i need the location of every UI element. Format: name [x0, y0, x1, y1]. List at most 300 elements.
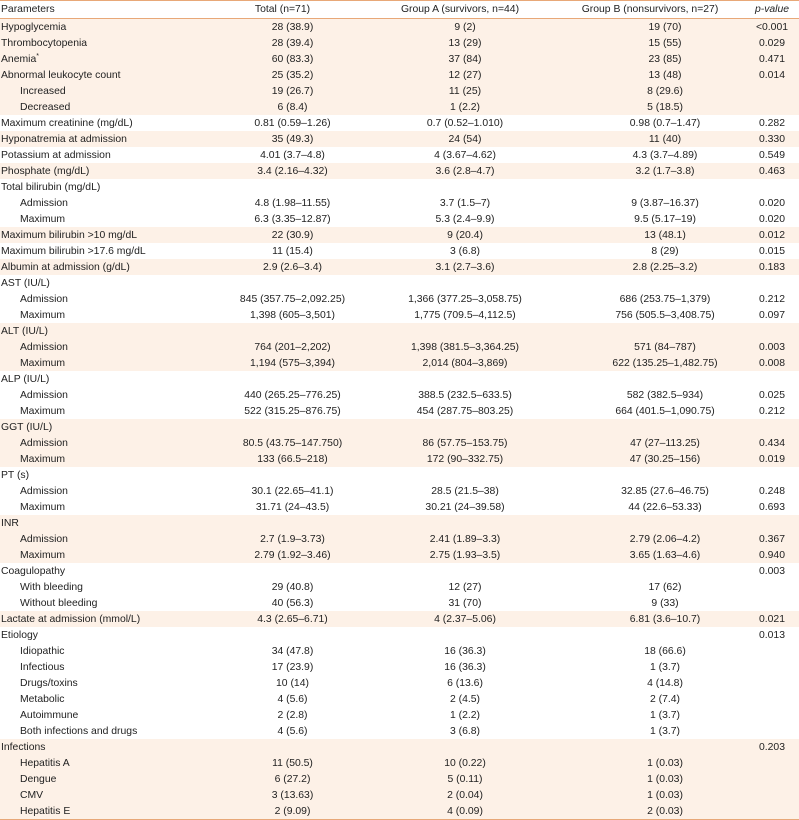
- cell-parameter-text: Admission: [20, 197, 68, 209]
- cell-p-value-text: 0.029: [758, 37, 785, 49]
- cell-parameter: [0, 67, 200, 83]
- cell-parameter: [0, 275, 200, 291]
- cell-p-value: [745, 531, 799, 547]
- cell-parameter-text: Hepatitis E: [20, 805, 71, 817]
- cell-p-value: [745, 35, 799, 51]
- cell-group-a-text: 4 (3.67–4.62): [434, 149, 496, 161]
- cell-group-b-text: 11 (40): [648, 133, 682, 145]
- cell-parameter-text: Maximum: [20, 309, 66, 321]
- cell-group-a-text: 28.5 (21.5–38): [431, 485, 499, 497]
- cell-total-text: 4 (5.6): [277, 693, 308, 705]
- cell-group-b-text: 2.79 (2.06–4.2): [629, 533, 701, 545]
- cell-group-a: [365, 307, 555, 323]
- cell-p-value: [745, 83, 799, 99]
- cell-group-a-text: 30.21 (24–39.58): [425, 501, 505, 513]
- cell-parameter-text: Admission: [20, 389, 68, 401]
- cell-total-text: 2.9 (2.6–3.4): [263, 261, 322, 273]
- cell-group-a: [365, 771, 555, 787]
- cell-p-value: [745, 403, 799, 419]
- cell-group-b-text: 44 (22.6–53.33): [628, 501, 702, 513]
- cell-group-b: [555, 371, 745, 387]
- cell-group-b-text: 5 (18.5): [647, 101, 683, 113]
- cell-parameter: [0, 563, 200, 579]
- cell-p-value: [745, 179, 799, 195]
- cell-group-a: [365, 259, 555, 275]
- cell-total: [200, 723, 365, 739]
- table-row: [0, 435, 799, 451]
- cell-group-b-text: 3.65 (1.63–4.6): [629, 549, 701, 561]
- cell-parameter-text: Thrombocytopenia: [1, 37, 88, 49]
- cell-total-text: 28 (39.4): [271, 37, 314, 49]
- cell-group-b-text: 9.5 (5.17–19): [634, 213, 696, 225]
- cell-group-a-text: 4 (0.09): [447, 805, 483, 817]
- cell-total-text: 34 (47.8): [271, 645, 314, 657]
- cell-p-value-text: 0.014: [758, 69, 785, 81]
- cell-group-b: [555, 755, 745, 771]
- cell-p-value: [745, 563, 799, 579]
- cell-group-b: [555, 387, 745, 403]
- cell-total: [200, 259, 365, 275]
- cell-parameter-text: Admission: [20, 533, 68, 545]
- cell-parameter: [0, 195, 200, 211]
- cell-total-text: 3 (13.63): [271, 789, 314, 801]
- cell-total: [200, 275, 365, 291]
- cell-group-b: [555, 323, 745, 339]
- cell-group-b: [555, 211, 745, 227]
- cell-group-b: [555, 115, 745, 131]
- cell-group-a-text: 3.1 (2.7–3.6): [435, 261, 495, 273]
- cell-total: [200, 403, 365, 419]
- cell-group-a: [365, 707, 555, 723]
- cell-group-b: [555, 563, 745, 579]
- cell-p-value: [745, 67, 799, 83]
- cell-total: [200, 771, 365, 787]
- cell-parameter: [0, 147, 200, 163]
- cell-group-a-text: 2.41 (1.89–3.3): [429, 533, 501, 545]
- table-row: [0, 755, 799, 771]
- table-row: [0, 211, 799, 227]
- cell-total: [200, 339, 365, 355]
- table-row: [0, 771, 799, 787]
- cell-p-value-text: 0.013: [758, 629, 785, 641]
- cell-total: [200, 163, 365, 179]
- cell-total: [200, 355, 365, 371]
- header-total: Total (n=71): [200, 1, 365, 19]
- table-row: [0, 387, 799, 403]
- cell-p-value-text: 0.212: [758, 293, 785, 305]
- cell-group-a: [365, 147, 555, 163]
- cell-p-value: [745, 387, 799, 403]
- cell-group-b-text: 8 (29.6): [647, 85, 683, 97]
- cell-p-value: [745, 371, 799, 387]
- cell-p-value-text: 0.008: [758, 357, 785, 369]
- cell-total-text: 4.01 (3.7–4.8): [260, 149, 325, 161]
- cell-group-b-text: 17 (62): [648, 581, 682, 593]
- cell-group-a: [365, 67, 555, 83]
- cell-parameter-text: Admission: [20, 485, 68, 497]
- cell-group-b: [555, 227, 745, 243]
- cell-group-a: [365, 179, 555, 195]
- cell-group-b-text: 622 (135.25–1,482.75): [612, 357, 718, 369]
- cell-group-a-text: 5.3 (2.4–9.9): [435, 213, 495, 225]
- cell-parameter: [0, 595, 200, 611]
- cell-group-a: [365, 691, 555, 707]
- cell-group-b: [555, 243, 745, 259]
- cell-p-value: [745, 643, 799, 659]
- cell-group-a-text: 0.7 (0.52–1.010): [426, 117, 504, 129]
- cell-p-value: [745, 691, 799, 707]
- cell-group-a: [365, 499, 555, 515]
- cell-p-value: [745, 307, 799, 323]
- cell-parameter: [0, 291, 200, 307]
- cell-group-a: [365, 419, 555, 435]
- cell-p-value: [745, 115, 799, 131]
- cell-group-b-text: 47 (27–113.25): [630, 437, 700, 449]
- cell-group-a: [365, 339, 555, 355]
- table-row: [0, 35, 799, 51]
- table-row: [0, 707, 799, 723]
- cell-group-b: [555, 787, 745, 803]
- cell-p-value-text: 0.019: [758, 453, 785, 465]
- cell-parameter-text: PT (s): [1, 469, 30, 481]
- cell-group-b: [555, 355, 745, 371]
- cell-parameter: [0, 547, 200, 563]
- cell-parameter-text: Maximum: [20, 549, 66, 561]
- cell-total: [200, 35, 365, 51]
- cell-group-a-text: 1,398 (381.5–3,364.25): [410, 341, 520, 353]
- cell-total: [200, 243, 365, 259]
- cell-group-b-text: 9 (33): [651, 597, 679, 609]
- cell-p-value: [745, 611, 799, 627]
- cell-total: [200, 195, 365, 211]
- cell-group-b: [555, 179, 745, 195]
- table-row: [0, 419, 799, 435]
- cell-total: [200, 307, 365, 323]
- cell-p-value-text: 0.020: [758, 197, 785, 209]
- cell-p-value: [745, 243, 799, 259]
- cell-parameter: [0, 99, 200, 115]
- cell-parameter: [0, 787, 200, 803]
- table-row: [0, 691, 799, 707]
- cell-group-b-text: 0.98 (0.7–1.47): [629, 117, 701, 129]
- cell-group-b: [555, 403, 745, 419]
- cell-group-b: [555, 659, 745, 675]
- cell-parameter: [0, 371, 200, 387]
- cell-group-b: [555, 163, 745, 179]
- cell-group-a: [365, 291, 555, 307]
- cell-total: [200, 179, 365, 195]
- header-row: [0, 1, 799, 19]
- cell-parameter-text: Maximum creatinine (mg/dL): [1, 117, 133, 129]
- table-row: [0, 659, 799, 675]
- cell-total-text: 31.71 (24–43.5): [255, 501, 330, 513]
- table-row: [0, 339, 799, 355]
- cell-group-a: [365, 755, 555, 771]
- cell-parameter-text: Idiopathic: [20, 645, 65, 657]
- cell-parameter: [0, 355, 200, 371]
- cell-p-value: [745, 451, 799, 467]
- cell-parameter: [0, 627, 200, 643]
- cell-group-a: [365, 643, 555, 659]
- cell-group-b: [555, 579, 745, 595]
- table-row: [0, 739, 799, 755]
- cell-total: [200, 371, 365, 387]
- cell-parameter: [0, 467, 200, 483]
- cell-total: [200, 627, 365, 643]
- cell-group-a: [365, 115, 555, 131]
- cell-group-b: [555, 643, 745, 659]
- cell-parameter: [0, 531, 200, 547]
- cell-total-text: 845 (357.75–2,092.25): [239, 293, 346, 305]
- cell-group-b: [555, 67, 745, 83]
- cell-group-b: [555, 531, 745, 547]
- cell-parameter-text: Total bilirubin (mg/dL): [1, 181, 101, 193]
- table-row: [0, 547, 799, 563]
- cell-group-a-text: 9 (20.4): [447, 229, 483, 241]
- cell-group-a: [365, 531, 555, 547]
- cell-group-b-text: 2 (7.4): [649, 693, 681, 705]
- cell-parameter-text: Hyponatremia at admission: [1, 133, 127, 145]
- cell-p-value-text: 0.282: [758, 117, 785, 129]
- table-row: [0, 83, 799, 99]
- cell-parameter-text: ALT (IU/L): [1, 325, 48, 337]
- cell-p-value-text: 0.330: [758, 133, 785, 145]
- cell-group-b: [555, 547, 745, 563]
- cell-group-a-text: 6 (13.6): [447, 677, 483, 689]
- footnote-marker: *: [36, 52, 39, 60]
- cell-p-value: [745, 51, 799, 67]
- cell-p-value-text: 0.367: [758, 533, 785, 545]
- cell-p-value-text: 0.203: [758, 741, 785, 753]
- cell-parameter: [0, 483, 200, 499]
- cell-p-value-text: 0.183: [758, 261, 785, 273]
- cell-total-text: 2.7 (1.9–3.73): [260, 533, 325, 545]
- cell-total: [200, 19, 365, 36]
- cell-group-a-text: 1,366 (377.25–3,058.75): [408, 293, 522, 305]
- cell-group-b: [555, 691, 745, 707]
- cell-group-a-text: 3 (6.8): [449, 245, 481, 257]
- cell-group-b-text: 686 (253.75–1,379): [619, 293, 711, 305]
- cell-group-a-text: 86 (57.75–153.75): [422, 437, 508, 449]
- cell-group-b: [555, 515, 745, 531]
- cell-total: [200, 451, 365, 467]
- cell-group-b-text: 1 (0.03): [647, 757, 683, 769]
- cell-total: [200, 579, 365, 595]
- cell-parameter-text: With bleeding: [20, 581, 83, 593]
- cell-group-b: [555, 147, 745, 163]
- cell-total: [200, 595, 365, 611]
- cell-total: [200, 211, 365, 227]
- cell-group-a-text: 37 (84): [448, 53, 482, 65]
- cell-p-value-text: 0.549: [758, 149, 785, 161]
- cell-total: [200, 803, 365, 820]
- cell-parameter: [0, 419, 200, 435]
- cell-parameter-text: Infections: [1, 741, 46, 753]
- cell-parameter-text: Albumin at admission (g/dL): [1, 261, 130, 273]
- cell-group-a: [365, 163, 555, 179]
- cell-parameter-text: Drugs/toxins: [20, 677, 78, 689]
- cell-parameter: [0, 755, 200, 771]
- cell-total-text: 40 (56.3): [271, 597, 314, 609]
- table-row: [0, 147, 799, 163]
- cell-total: [200, 531, 365, 547]
- cell-parameter-text: Maximum: [20, 213, 66, 225]
- table-row: [0, 227, 799, 243]
- cell-total-text: 0.81 (0.59–1.26): [254, 117, 331, 129]
- table-row: [0, 371, 799, 387]
- cell-p-value: [745, 627, 799, 643]
- cell-group-b-text: 15 (55): [648, 37, 682, 49]
- cell-total-text: 1,194 (575–3,394): [250, 357, 335, 369]
- table-row: [0, 163, 799, 179]
- table-row: [0, 451, 799, 467]
- cell-p-value: [745, 323, 799, 339]
- cell-total-text: 25 (35.2): [271, 69, 314, 81]
- cell-p-value: [745, 499, 799, 515]
- cell-total-text: 10 (14): [276, 677, 309, 689]
- cell-parameter: [0, 179, 200, 195]
- cell-p-value-text: 0.940: [758, 549, 785, 561]
- cell-group-b-text: 1 (3.7): [649, 709, 681, 721]
- cell-p-value: [745, 339, 799, 355]
- table-row: [0, 275, 799, 291]
- cell-parameter: [0, 51, 200, 67]
- table-row: [0, 579, 799, 595]
- cell-parameter: [0, 307, 200, 323]
- cell-group-b-text: 23 (85): [648, 53, 682, 65]
- cell-p-value: [745, 419, 799, 435]
- cell-total: [200, 435, 365, 451]
- cell-p-value-text: 0.015: [758, 245, 785, 257]
- table-row: [0, 115, 799, 131]
- cell-parameter: [0, 227, 200, 243]
- table-row: [0, 179, 799, 195]
- cell-parameter: [0, 643, 200, 659]
- cell-p-value-text: 0.003: [758, 565, 785, 577]
- cell-parameter: [0, 131, 200, 147]
- cell-total: [200, 675, 365, 691]
- cell-group-a-text: 24 (54): [448, 133, 482, 145]
- cell-group-b: [555, 499, 745, 515]
- cell-group-a: [365, 803, 555, 820]
- cell-group-b: [555, 435, 745, 451]
- cell-group-a: [365, 131, 555, 147]
- cell-group-b: [555, 19, 745, 36]
- cell-p-value-text: <0.001: [755, 21, 789, 33]
- table-row: [0, 195, 799, 211]
- cell-group-b: [555, 291, 745, 307]
- cell-parameter-text: INR: [1, 517, 19, 529]
- cell-p-value-text: 0.471: [758, 53, 785, 65]
- table-body: [0, 19, 799, 820]
- cell-parameter: [0, 211, 200, 227]
- cell-parameter: [0, 803, 200, 820]
- cell-total: [200, 611, 365, 627]
- cell-group-b: [555, 675, 745, 691]
- cell-p-value: [745, 131, 799, 147]
- cell-total: [200, 499, 365, 515]
- cell-group-a-text: 4 (2.37–5.06): [434, 613, 496, 625]
- cell-group-b-text: 32.85 (27.6–46.75): [621, 485, 709, 497]
- table-header: [0, 1, 799, 19]
- cell-group-b-text: 8 (29): [651, 245, 679, 257]
- cell-total-text: 6 (8.4): [277, 101, 308, 113]
- cell-parameter-text: Etiology: [1, 629, 38, 641]
- cell-group-a: [365, 579, 555, 595]
- cell-group-a-text: 172 (90–332.75): [426, 453, 504, 465]
- cell-p-value: [745, 675, 799, 691]
- cell-group-a: [365, 595, 555, 611]
- cell-group-a-text: 13 (29): [448, 37, 482, 49]
- cell-total: [200, 547, 365, 563]
- table-row: [0, 563, 799, 579]
- cell-group-a-text: 388.5 (232.5–633.5): [418, 389, 512, 401]
- cell-parameter: [0, 243, 200, 259]
- table-row: [0, 291, 799, 307]
- cell-parameter: [0, 339, 200, 355]
- cell-parameter: [0, 707, 200, 723]
- cell-group-a: [365, 483, 555, 499]
- cell-total: [200, 659, 365, 675]
- table-row: [0, 131, 799, 147]
- cell-total-text: 2 (9.09): [274, 805, 311, 817]
- cell-group-b: [555, 483, 745, 499]
- cell-parameter-text: Maximum: [20, 357, 66, 369]
- cell-parameter-text: Maximum bilirubin >17.6 mg/dL: [1, 245, 146, 257]
- cell-parameter-text: Admission: [20, 293, 68, 305]
- cell-parameter-text: Decreased: [20, 101, 71, 113]
- cell-total-text: 764 (201–2,202): [254, 341, 331, 353]
- cell-total: [200, 67, 365, 83]
- cell-group-b-text: 6.81 (3.6–10.7): [629, 613, 701, 625]
- cell-total-text: 133 (66.5–218): [257, 453, 328, 465]
- cell-parameter-text: Autoimmune: [20, 709, 79, 721]
- cell-group-a-text: 454 (287.75–803.25): [416, 405, 514, 417]
- table-row: [0, 307, 799, 323]
- cell-group-b-text: 582 (382.5–934): [626, 389, 704, 401]
- cell-p-value: [745, 483, 799, 499]
- cell-p-value: [745, 595, 799, 611]
- cell-parameter: [0, 259, 200, 275]
- table-row: [0, 243, 799, 259]
- cell-total-text: 11 (15.4): [272, 245, 313, 257]
- cell-group-b: [555, 307, 745, 323]
- cell-group-b-text: 3.2 (1.7–3.8): [635, 165, 695, 177]
- cell-group-a: [365, 787, 555, 803]
- cell-group-b: [555, 99, 745, 115]
- cell-parameter-text: Potassium at admission: [1, 149, 111, 161]
- header-group-a: Group A (survivors, n=44): [365, 1, 555, 19]
- cell-p-value-text: 0.025: [758, 389, 785, 401]
- cell-group-a: [365, 659, 555, 675]
- table-row: [0, 467, 799, 483]
- cell-total: [200, 227, 365, 243]
- cell-parameter: [0, 323, 200, 339]
- cell-total-text: 4.3 (2.65–6.71): [257, 613, 328, 625]
- cell-group-b-text: 19 (70): [648, 21, 682, 33]
- cell-group-b-text: 1 (0.03): [647, 773, 683, 785]
- table-row: [0, 403, 799, 419]
- cell-group-a-text: 3.7 (1.5–7): [439, 197, 491, 209]
- cell-group-a-text: 9 (2): [454, 21, 476, 33]
- cell-parameter-text: Maximum bilirubin >10 mg/dL: [1, 229, 138, 241]
- cell-parameter-text: Phosphate (mg/dL): [1, 165, 90, 177]
- cell-group-a: [365, 35, 555, 51]
- cell-p-value: [745, 435, 799, 451]
- table-row: [0, 723, 799, 739]
- cell-group-a-text: 2.75 (1.93–3.5): [429, 549, 501, 561]
- cell-group-a: [365, 99, 555, 115]
